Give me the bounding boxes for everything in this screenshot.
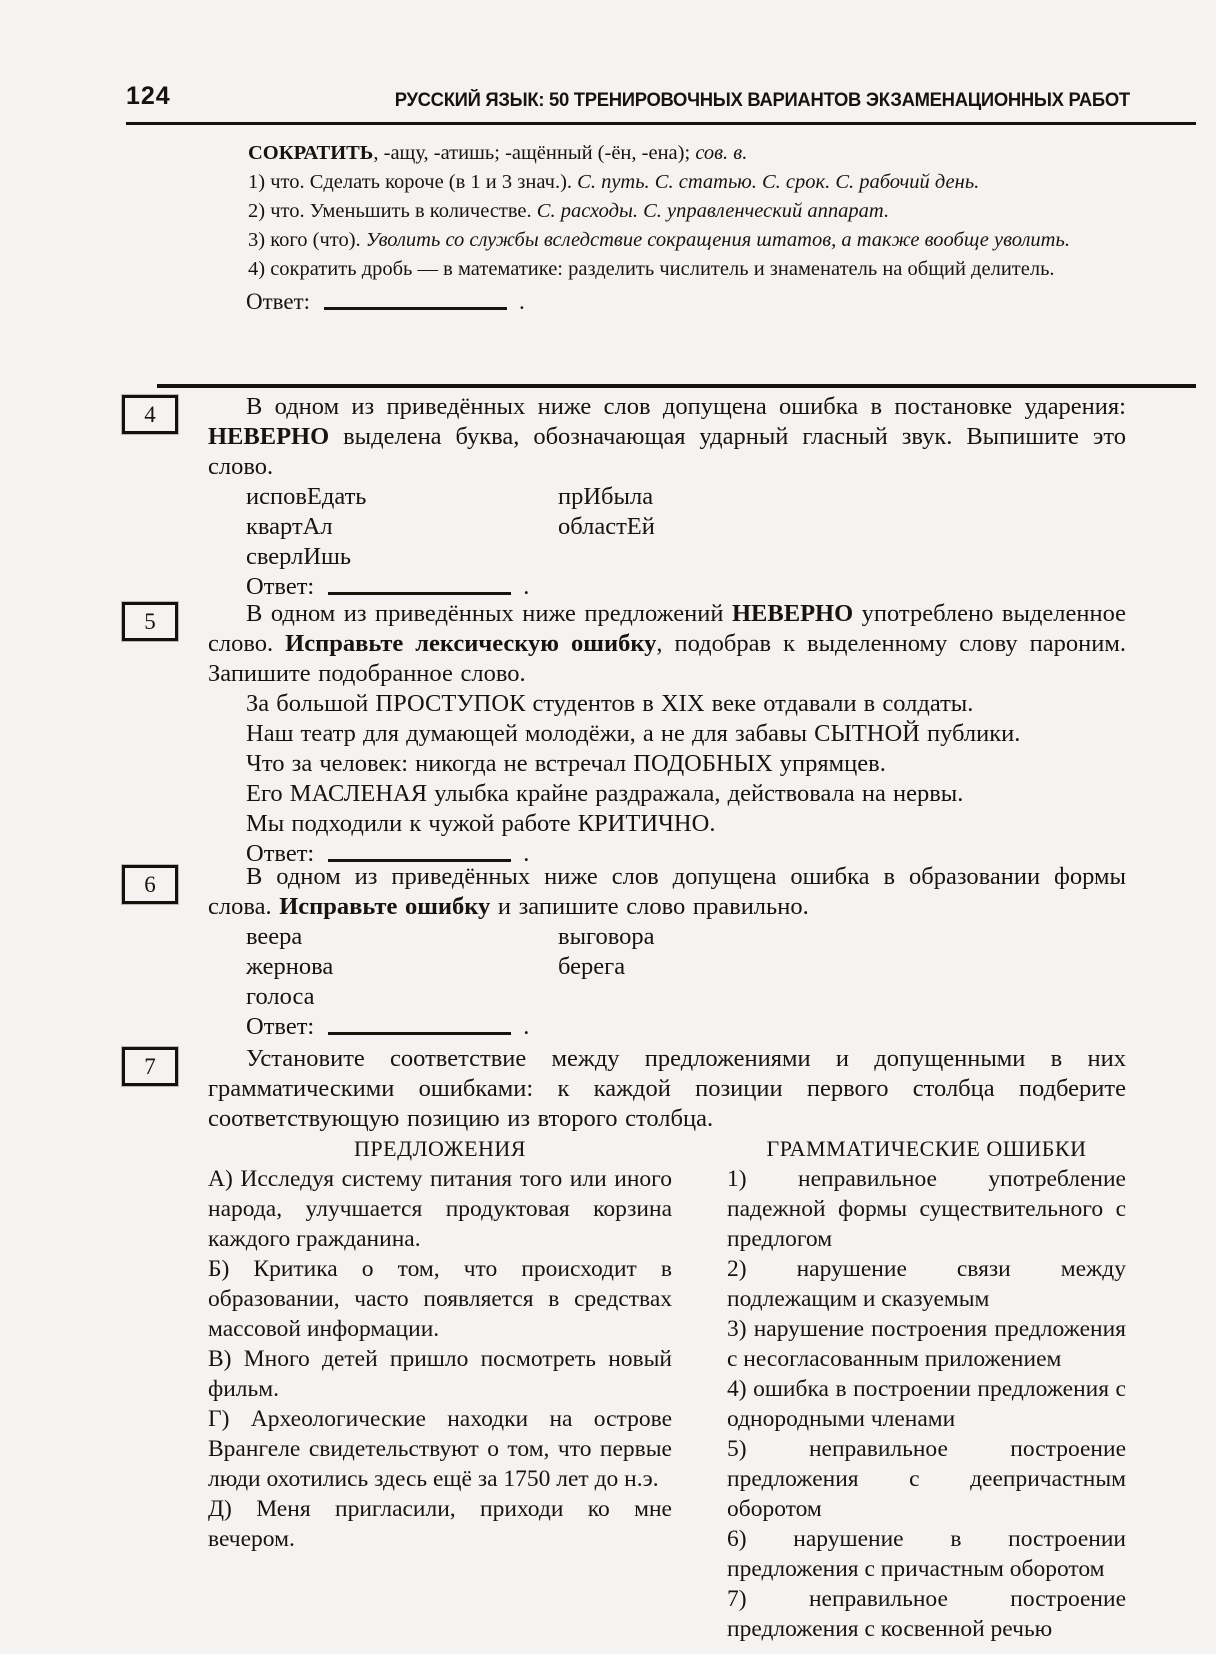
word-item: выговора	[558, 923, 655, 950]
dictionary-entry	[208, 139, 1130, 316]
word-item: областЕй	[558, 513, 655, 540]
task-7-intro: Установите соответствие между предложениями и допущенными в них грамматическими ошибками: к каждой позиции первого столбца подберите соответствующую позицию из второго столбца.	[208, 1045, 1126, 1132]
sentence-item: Наш театр для думающей молодёжи, а не для забавы СЫТНОЙ публики.	[246, 720, 1021, 747]
sentence-item: Мы подходили к чужой работе КРИТИЧНО.	[246, 810, 716, 837]
sentence-item: Что за человек: никогда не встречал ПОДОБНЫХ упрямцев.	[246, 750, 886, 777]
task-5-intro: В одном из приведённых ниже предложений НЕВЕРНО употреблено выделенное слово. Исправьте лексическую ошибку, подобрав к выделенному слову пароним. Запишите подобранное слово.	[208, 600, 1126, 687]
match-left-item: Б) Критика о том, что происходит в образовании, часто появляется в средствах массовой информации.	[208, 1256, 672, 1342]
task-6-intro: В одном из приведённых ниже слов допущена ошибка в образовании формы слова. Исправьте ошибку и запишите слово правильно.	[208, 863, 1126, 920]
match-right-item: 6) нарушение в построении предложения с причастным оборотом	[727, 1526, 1126, 1582]
task-4-section	[122, 392, 1130, 602]
match-left-item: А) Исследуя систему питания того или иного народа, улучшается продуктовая корзина каждого гражданина.	[208, 1166, 672, 1252]
column-grammar-errors-header: ГРАММАТИЧЕСКИЕ ОШИБКИ	[766, 1136, 1087, 1161]
task-5-number: 5	[144, 609, 156, 634]
word-item: квартАл	[246, 513, 333, 540]
page-number: 124	[126, 82, 171, 110]
answer-period: .	[523, 840, 530, 867]
answer-line	[208, 1012, 1126, 1042]
task-7-number: 7	[144, 1054, 156, 1079]
word-item: исповЕдать	[246, 483, 367, 510]
word-item: веера	[246, 923, 303, 950]
match-right-item: 2) нарушение связи между подлежащим и сказуемым	[727, 1256, 1126, 1312]
sentence-item: Его МАСЛЕНАЯ улыбка крайне раздражала, действовала на нервы.	[246, 780, 964, 807]
task-4-number-box	[122, 395, 178, 434]
running-header: РУССКИЙ ЯЗЫК: 50 ТРЕНИРОВОЧНЫХ ВАРИАНТОВ ЭКЗАМЕНАЦИОННЫХ РАБОТ	[394, 90, 1130, 111]
answer-label: Ответ:	[246, 840, 315, 867]
column-sentences	[208, 1134, 672, 1644]
dictionary-sense-2: 2) что. Уменьшить в количестве. С. расходы. С. управленческий аппарат.	[248, 200, 890, 222]
match-left-item: В) Много детей пришло посмотреть новый фильм.	[208, 1346, 672, 1402]
word-item: голоса	[246, 983, 315, 1010]
answer-blank	[328, 844, 511, 862]
answer-period: .	[523, 1013, 530, 1040]
answer-blank	[324, 292, 507, 310]
answer-period: .	[523, 573, 530, 600]
sentence-item: За большой ПРОСТУПОК студентов в XIX веке отдавали в солдаты.	[246, 690, 974, 717]
match-right-item: 3) нарушение построения предложения с несогласованным приложением	[727, 1316, 1126, 1372]
word-item: жернова	[246, 953, 334, 980]
task-6-number-box	[122, 865, 178, 904]
answer-label: Ответ:	[246, 573, 315, 600]
match-right-item: 5) неправильное построение предложения с деепричастным оборотом	[727, 1436, 1126, 1522]
task-7-section	[122, 1044, 1130, 1644]
dictionary-headword-line: СОКРАТИТЬ, -ащу, -атишь; -ащённый (-ён, -ена); сов. в.	[248, 142, 748, 164]
task-6-word-list	[208, 922, 1126, 1012]
task-4-word-list	[208, 482, 1126, 572]
match-left-item: Г) Археологические находки на острове Врангеле свидетельствуют о том, что первые люди охотились здесь ещё за 1750 лет до н.э.	[208, 1406, 672, 1492]
column-sentences-header: ПРЕДЛОЖЕНИЯ	[354, 1136, 526, 1161]
task-4-intro: В одном из приведённых ниже слов допущена ошибка в постановке ударения: НЕВЕРНО выделена буква, обозначающая ударный гласный звук. Выпишите это слово.	[208, 393, 1126, 480]
answer-line	[208, 287, 1130, 316]
answer-line	[208, 572, 1126, 602]
column-grammar-errors	[727, 1134, 1126, 1644]
task-5-number-box	[122, 602, 178, 641]
answer-label: Ответ:	[246, 289, 311, 314]
answer-label: Ответ:	[246, 1013, 315, 1040]
answer-blank	[328, 1017, 511, 1035]
word-item: берега	[558, 953, 626, 980]
match-table	[208, 1134, 1126, 1644]
task-7-number-box	[122, 1047, 178, 1086]
task-6-number: 6	[144, 872, 156, 897]
answer-blank	[328, 577, 511, 595]
match-right-item: 7) неправильное построение предложения с косвенной речью	[727, 1586, 1126, 1642]
task-4-number: 4	[144, 402, 156, 427]
header-rule	[126, 122, 1196, 125]
dictionary-sense-3: 3) кого (что). Уволить со службы вследствие сокращения штатов, а также вообще уволить.	[248, 229, 1070, 251]
answer-period: .	[519, 289, 525, 314]
word-item: сверлИшь	[246, 543, 352, 570]
match-left-item: Д) Меня пригласили, приходи ко мне вечером.	[208, 1496, 672, 1552]
match-right-item: 4) ошибка в построении предложения с однородными членами	[727, 1376, 1126, 1432]
task-5-section	[122, 599, 1130, 869]
word-item: прИбыла	[558, 483, 654, 510]
section-divider-rule	[157, 384, 1196, 388]
match-right-item: 1) неправильное употребление падежной формы существительного с предлогом	[727, 1166, 1126, 1252]
dictionary-sense-1: 1) что. Сделать короче (в 1 и 3 знач.). С. путь. С. статью. С. срок. С. рабочий день.	[248, 171, 980, 193]
dictionary-sense-4: 4) сократить дробь — в математике: разделить числитель и знаменатель на общий делитель.	[248, 258, 1055, 280]
task-6-section	[122, 862, 1130, 1042]
